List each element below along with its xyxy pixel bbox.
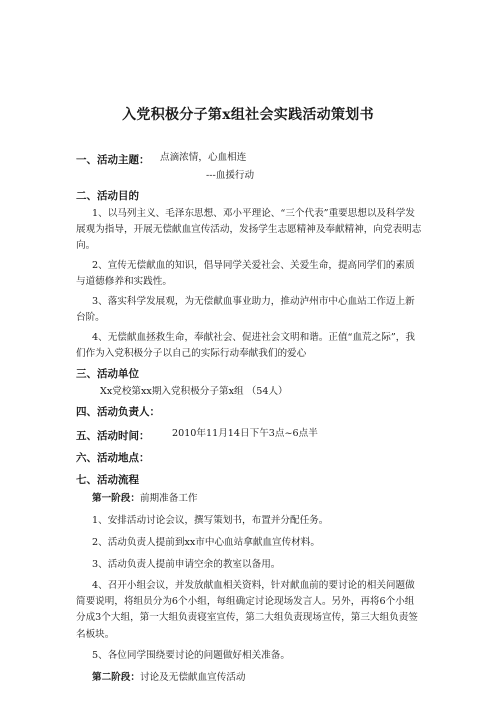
purpose-item-3: 3、落实科学发展观，为无偿献血事业助力，推动泸州市中心血站工作迈上新台阶。 bbox=[76, 296, 415, 324]
activity-theme: 点滴浓情，心血相连 bbox=[160, 152, 247, 163]
purpose-item-1: 1、以马列主义、毛泽东思想、邓小平理论、“三个代表”重要思想以及科学发展观为指导，开展无偿献血宣传活动，发扬学生志愿精神及奉献精神，向党表明志向。 bbox=[76, 208, 422, 252]
flow-item-4: 4、召开小组会议，并发放献血相关资料，针对献血前的要讨论的相关问题做简要说明，将组员分为6个小组，每组确定讨论现场发言人。另外，再将6个小组分成3个大组，第一大组负责寝室宣传，第二大组负责现场宣传，第三大组负责签名板块。 bbox=[76, 580, 418, 640]
section-5-heading: 五、活动时间： bbox=[76, 430, 150, 442]
flow-item-5: 5、各位同学围绕要讨论的问题做好相关准备。 bbox=[92, 650, 290, 661]
section-4-heading: 四、活动负责人： bbox=[76, 406, 160, 418]
section-6-heading: 六、活动地点： bbox=[76, 452, 150, 464]
section-2-heading: 二、活动目的 bbox=[76, 190, 139, 202]
flow-item-2: 2、活动负责人提前到xx市中心血站拿献血宣传材料。 bbox=[92, 537, 320, 548]
activity-time: 2010年11月14日下午3点~6点半 bbox=[172, 428, 318, 439]
stage-1-label: 第一阶段： bbox=[92, 493, 140, 504]
stage-1-text: 前期准备工作 bbox=[139, 493, 198, 504]
stage-1 bbox=[92, 491, 198, 508]
activity-unit: Xx党校第xx期入党积极分子第x组 （54人） bbox=[100, 386, 288, 397]
stage-2-label: 第二阶段： bbox=[92, 672, 140, 683]
purpose-item-2: 2、宣传无偿献血的知识，倡导同学关爱社会、关爱生命，提高同学们的素质与道德修养和实践性。 bbox=[76, 260, 415, 288]
section-7-heading: 七、活动流程 bbox=[76, 474, 139, 486]
document-title: 入党积极分子第x组社会实践活动策划书 bbox=[122, 107, 374, 123]
stage-2-text: 讨论及无偿献血宣传活动 bbox=[139, 672, 246, 683]
stage-2 bbox=[92, 670, 246, 687]
section-3-heading: 三、活动单位 bbox=[76, 368, 139, 380]
section-1-heading: 一、活动主题： bbox=[76, 154, 150, 166]
activity-subtitle: ---血援行动 bbox=[206, 170, 255, 181]
purpose-item-4: 4、无偿献血拯救生命，奉献社会、促进社会文明和谐。正值“血荒之际”，我们作为入党积极分子以自己的实际行动奉献我们的爱心 bbox=[76, 332, 415, 360]
flow-item-3: 3、活动负责人提前申请空余的教室以备用。 bbox=[92, 559, 281, 570]
flow-item-1: 1、安排活动讨论会议，撰写策划书，布置并分配任务。 bbox=[92, 515, 329, 526]
